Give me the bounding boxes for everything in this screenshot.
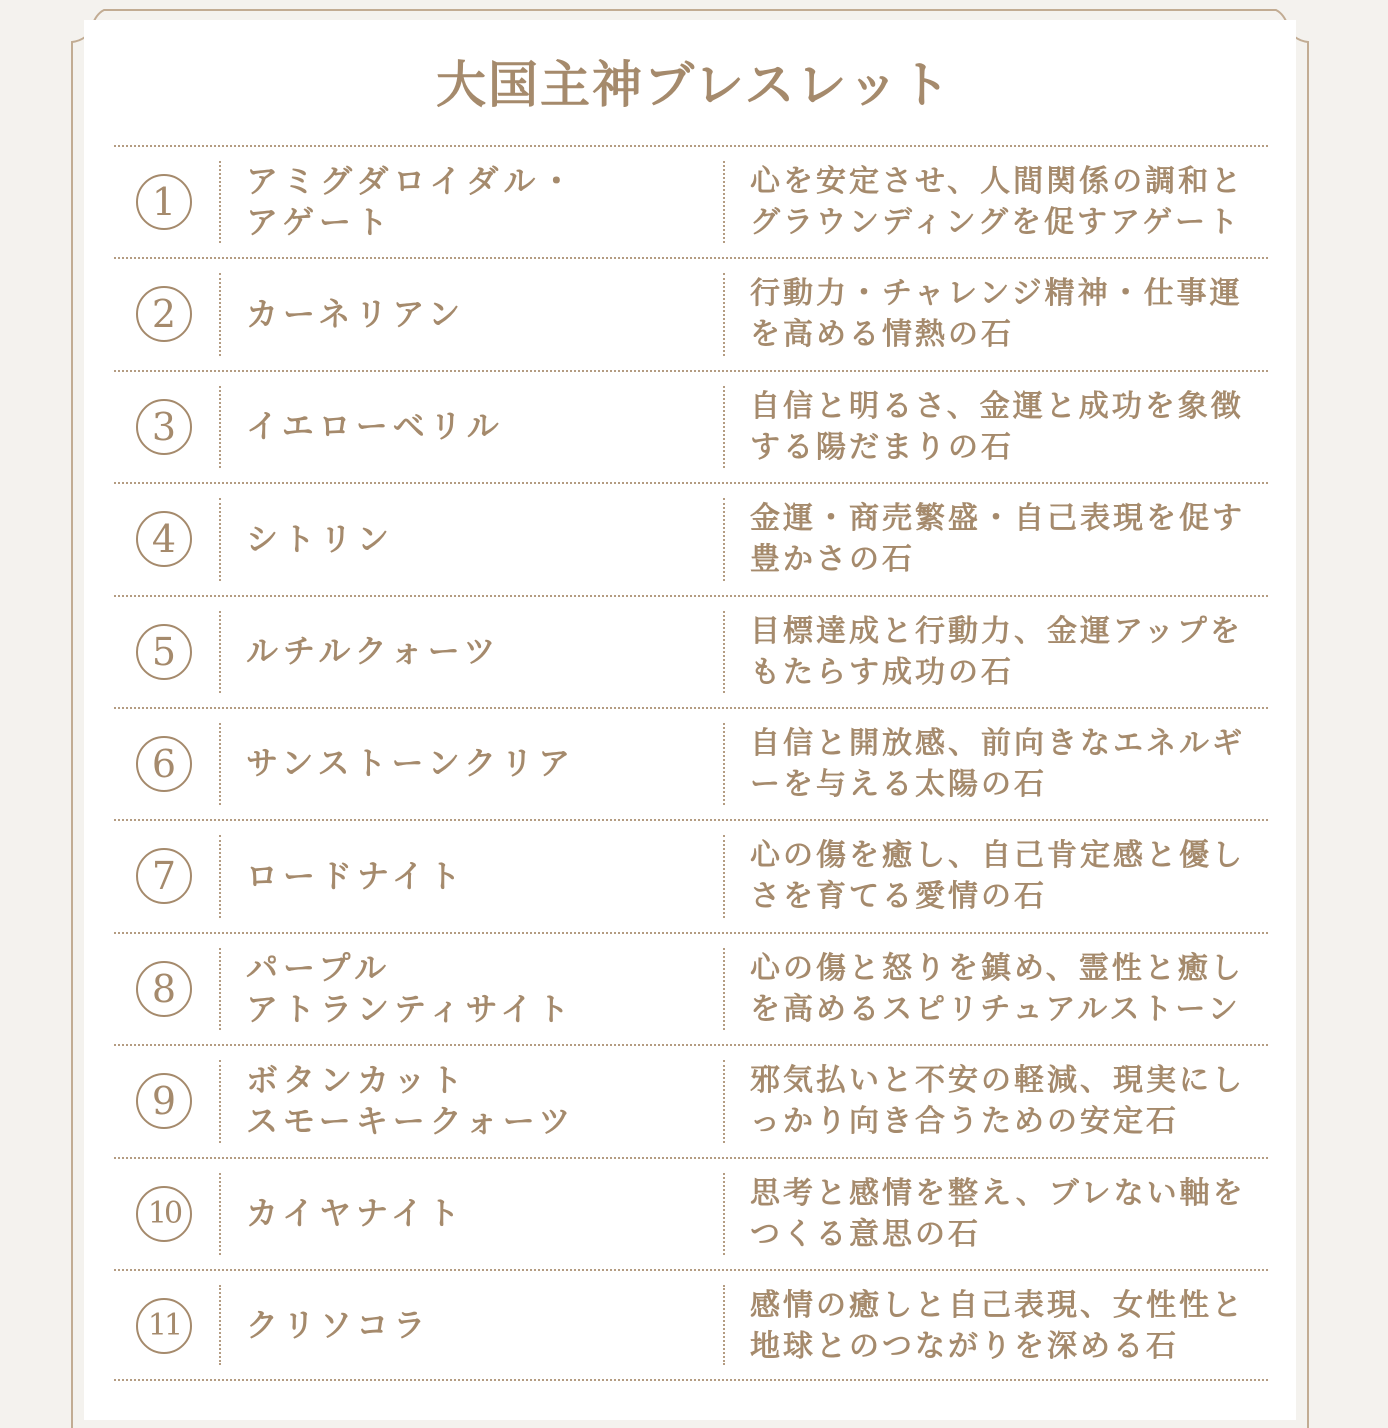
- item-number-badge: 10: [136, 1186, 192, 1242]
- table-row: [114, 819, 1268, 931]
- stone-table: [114, 145, 1268, 1381]
- column-divider: [219, 723, 221, 805]
- stone-name: イエローベリル: [246, 407, 504, 446]
- stone-name: カーネリアン: [246, 294, 466, 333]
- item-number-badge: 6: [136, 736, 192, 792]
- column-divider: [219, 611, 221, 693]
- stone-name: パープル アトランティサイト: [246, 948, 575, 1028]
- item-number-badge: 2: [136, 286, 192, 342]
- column-divider: [219, 273, 221, 355]
- table-row: [114, 1044, 1268, 1156]
- column-divider: [723, 1060, 725, 1142]
- stone-description: 邪気払いと不安の軽減、現実にしっかり向き合うための安定石: [750, 1063, 1245, 1140]
- item-number-badge: 4: [136, 511, 192, 567]
- item-number-badge: 1: [136, 174, 192, 230]
- item-number-badge: 8: [136, 961, 192, 1017]
- stone-name: アミグダロイダル・ アゲート: [246, 162, 578, 241]
- item-number-badge: 9: [136, 1073, 192, 1129]
- table-row: [114, 370, 1268, 482]
- stone-description: 目標達成と行動力、金運アップをもたらす成功の石: [750, 613, 1243, 690]
- column-divider: [219, 1173, 221, 1255]
- stone-name: カイヤナイト: [246, 1194, 465, 1233]
- stone-description: 心の傷を癒し、自己肯定感と優しさを育てる愛情の石: [750, 838, 1245, 915]
- stone-description: 行動力・チャレンジ精神・仕事運を高める情熱の石: [750, 276, 1243, 353]
- stone-name: サンストーンクリア: [246, 744, 576, 783]
- column-divider: [723, 1285, 725, 1365]
- stone-description: 自信と明るさ、金運と成功を象徴する陽だまりの石: [750, 388, 1244, 465]
- table-row: [114, 482, 1268, 594]
- item-number-badge: 3: [136, 399, 192, 455]
- stone-description: 思考と感情を整え、ブレない軸をつくる意思の石: [750, 1175, 1246, 1252]
- table-row: [114, 145, 1268, 257]
- column-divider: [219, 498, 221, 580]
- stone-description: 自信と開放感、前向きなエネルギーを与える太陽の石: [750, 725, 1245, 802]
- column-divider: [219, 161, 221, 243]
- column-divider: [219, 948, 221, 1030]
- stone-name: ロードナイト: [246, 856, 466, 895]
- column-divider: [723, 273, 725, 355]
- column-divider: [219, 1060, 221, 1142]
- column-divider: [723, 723, 725, 805]
- column-divider: [219, 1285, 221, 1365]
- column-divider: [723, 835, 725, 917]
- column-divider: [723, 161, 725, 243]
- table-row: [114, 257, 1268, 369]
- stone-name: クリソコラ: [246, 1306, 431, 1345]
- stone-name: シトリン: [246, 519, 395, 558]
- table-row: [114, 1269, 1268, 1381]
- table-row: [114, 595, 1268, 707]
- stone-description: 感情の癒しと自己表現、女性性と地球とのつながりを深める石: [750, 1287, 1245, 1364]
- item-number-badge: 11: [136, 1298, 192, 1354]
- page-title: 大国主神ブレスレット: [436, 55, 952, 114]
- item-number-badge: 7: [136, 848, 192, 904]
- table-row: [114, 1157, 1268, 1269]
- column-divider: [723, 386, 725, 468]
- column-divider: [723, 1173, 725, 1255]
- stone-description: 心を安定させ、人間関係の調和とグラウンディングを促すアゲート: [750, 164, 1245, 240]
- column-divider: [723, 498, 725, 580]
- stone-description: 心の傷と怒りを鎮め、霊性と癒しを高めるスピリチュアルストーン: [750, 950, 1244, 1027]
- stone-name: ボタンカット スモーキークォーツ: [246, 1061, 576, 1141]
- stone-description: 金運・商売繁盛・自己表現を促す豊かさの石: [750, 501, 1245, 578]
- table-row: [114, 932, 1268, 1044]
- column-divider: [723, 611, 725, 693]
- table-row: [114, 707, 1268, 819]
- column-divider: [219, 386, 221, 468]
- column-divider: [723, 948, 725, 1030]
- stone-name: ルチルクォーツ: [246, 632, 501, 671]
- column-divider: [219, 835, 221, 917]
- item-number-badge: 5: [136, 624, 192, 680]
